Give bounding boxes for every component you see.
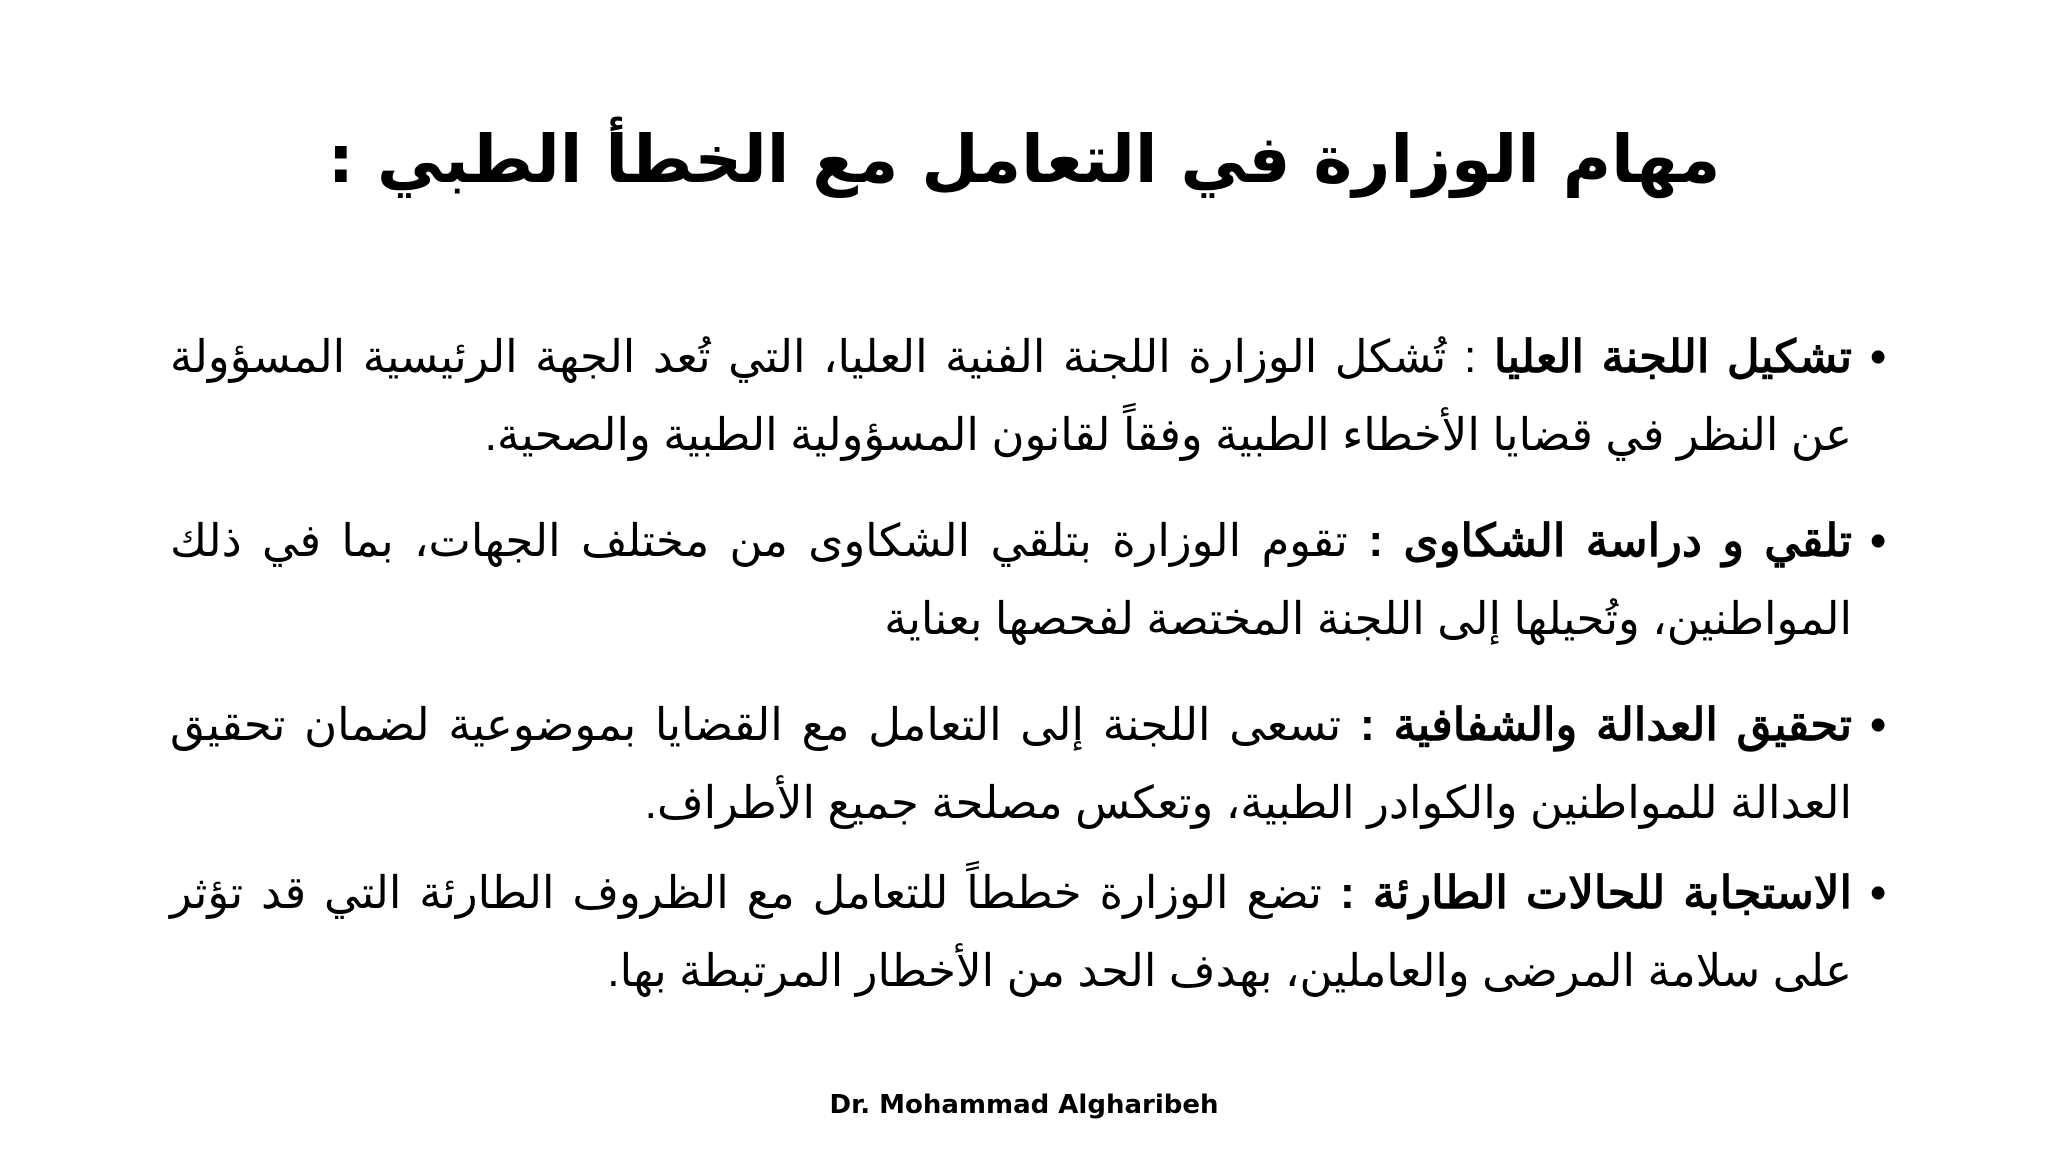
bullet-item (170, 318, 1886, 474)
bullet-heading: تشكيل اللجنة العليا (1493, 331, 1852, 382)
bullet-marker: • (1870, 515, 1886, 566)
bullet-marker: • (1870, 331, 1886, 382)
bullet-text: تقوم الوزارة بتلقي الشكاوى من مختلف الجهات، بما في ذلك المواطنين، وتُحيلها إلى اللجنة المختصة لفحصها بعناية (170, 515, 1852, 644)
bullet-list (170, 318, 1886, 1010)
bullet-marker: • (1870, 867, 1886, 918)
bullet-heading: الاستجابة للحالات الطارئة : (1339, 867, 1852, 918)
bullet-text: : تُشكل الوزارة اللجنة الفنية العليا، التي تُعد الجهة الرئيسية المسؤولة عن النظر في قضايا الأخطاء الطبية وفقاً لقانون المسؤولية الطبية والصحية. (170, 331, 1852, 460)
bullet-item (170, 502, 1886, 658)
bullet-heading: تحقيق العدالة والشفافية : (1359, 699, 1852, 750)
bullet-item (170, 686, 1886, 842)
bullet-text: تضع الوزارة خططاً للتعامل مع الظروف الطارئة التي قد تؤثر على سلامة المرضى والعاملين، بهدف الحد من الأخطار المرتبطة بها. (170, 867, 1852, 996)
author-footer: Dr. Mohammad Algharibeh (829, 1090, 1219, 1120)
bullet-heading: تلقي و دراسة الشكاوى : (1368, 515, 1852, 566)
bullet-text: تسعى اللجنة إلى التعامل مع القضايا بموضوعية لضمان تحقيق العدالة للمواطنين والكوادر الطبية، وتعكس مصلحة جميع الأطراف. (170, 699, 1852, 828)
bullet-marker: • (1870, 699, 1886, 750)
bullet-item (170, 854, 1886, 1010)
slide-title: مهام الوزارة في التعامل مع الخطأ الطبي : (327, 121, 1721, 198)
